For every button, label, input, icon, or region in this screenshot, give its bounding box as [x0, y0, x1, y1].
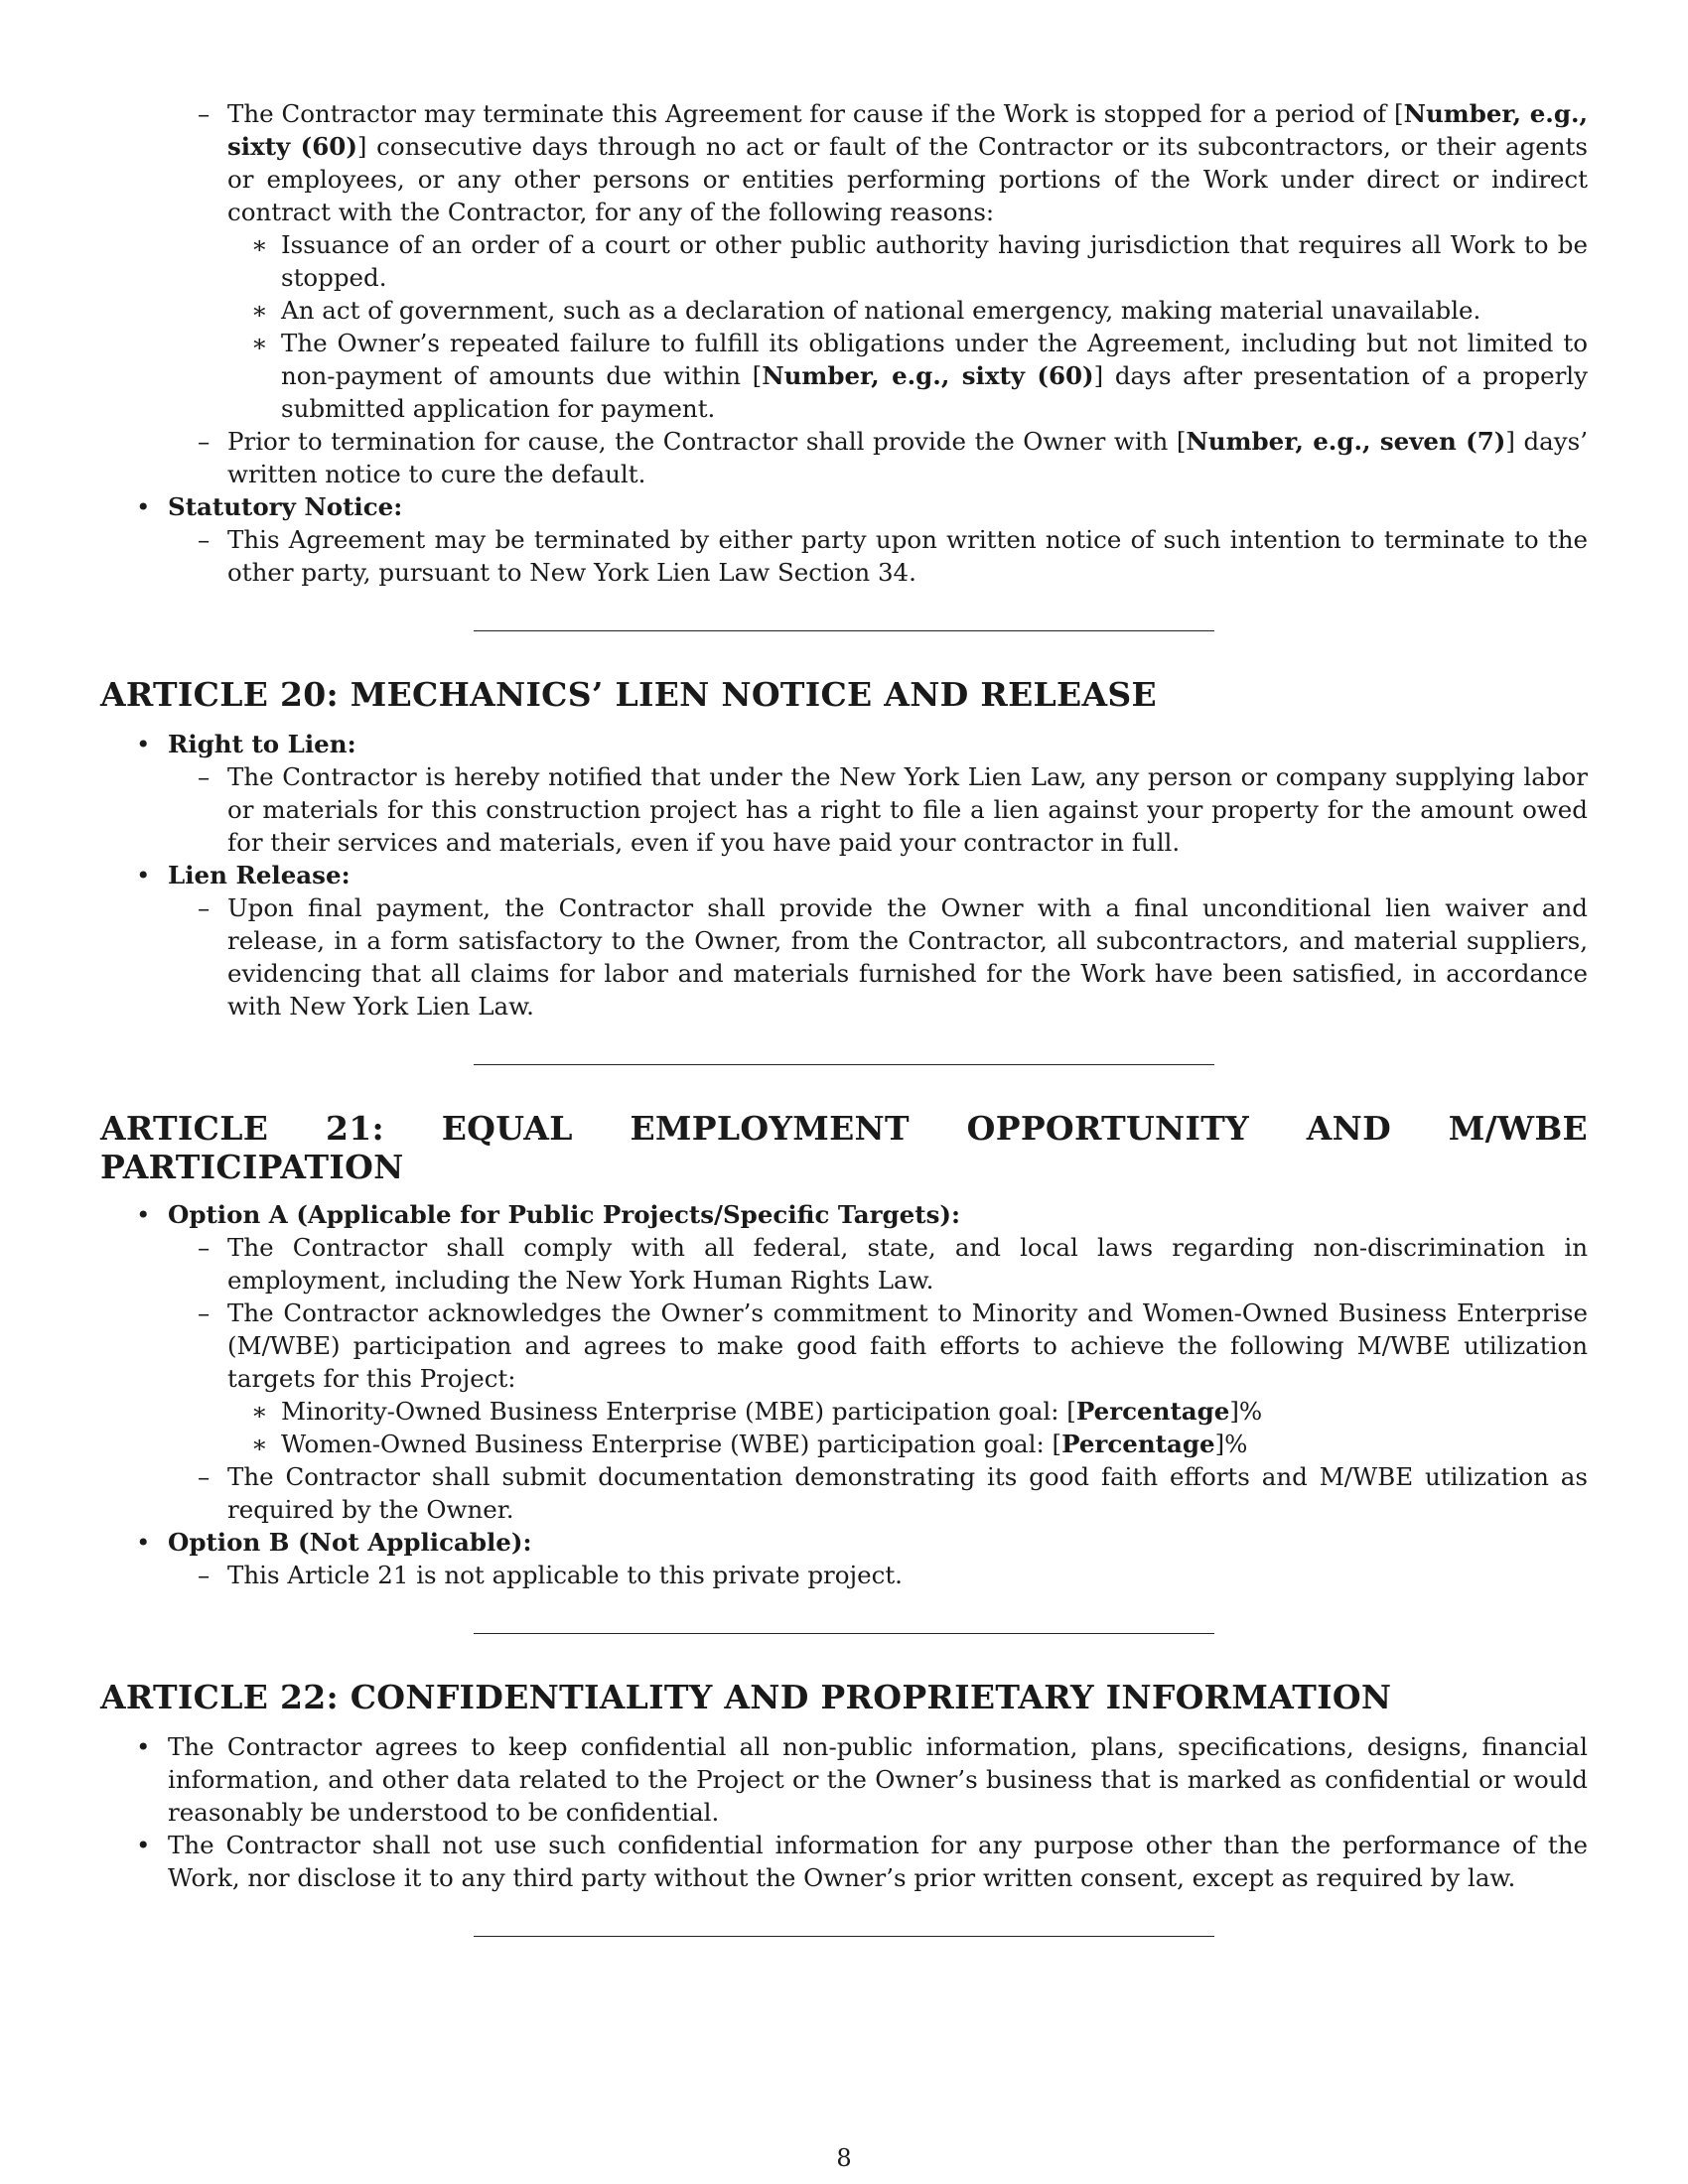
section-divider — [474, 1064, 1214, 1065]
placeholder-percentage: Percentage — [1075, 1397, 1230, 1426]
item-label: Right to Lien: — [168, 730, 356, 758]
not-applicable-clause: – This Article 21 is not applicable to this private project. — [100, 1559, 1588, 1591]
termination-continuation — [100, 97, 1588, 589]
clause-text: ] days’ written notice to cure the default. — [227, 427, 1588, 488]
cure-notice-clause — [100, 425, 1588, 490]
article-21-heading: ARTICLE 21: EQUAL EMPLOYMENT OPPORTUNITY AND M/WBE PARTICIPATION — [100, 1109, 1588, 1186]
right-to-lien-clause: – The Contractor is hereby notified that under the New York Lien Law, any person or company supplying labor or materials for this construction project has a right to file a lien against your property for the amount owed for their services and materials, even if you have paid your contractor in full. — [100, 760, 1588, 859]
placeholder-percentage: Percentage — [1061, 1430, 1215, 1458]
mbe-goal-item — [100, 1395, 1588, 1428]
clause-text: Minority-Owned Business Enterprise (MBE) participation goal: [ — [281, 1397, 1076, 1426]
clause-text: ] days after presentation of a properly submitted application for payment. — [281, 361, 1588, 423]
article-22-list — [100, 1730, 1588, 1894]
document-page — [100, 97, 1588, 1937]
clause-text: ]% — [1229, 1397, 1263, 1426]
article-21-list — [100, 1198, 1588, 1591]
option-b-item — [100, 1526, 1588, 1591]
placeholder-number: Number, e.g., seven (7) — [1186, 427, 1506, 456]
clause-text: Women-Owned Business Enterprise (WBE) participation goal: [ — [281, 1430, 1062, 1458]
reasons-list — [227, 228, 1588, 425]
clause-text: The Owner’s repeated failure to fulfill its obligations under the Agreement, including but not limited to non-payment of amounts due within [ — [281, 329, 1588, 390]
item-label: Option A (Applicable for Public Projects/Specific Targets): — [168, 1200, 961, 1229]
mwbe-commitment-clause — [100, 1297, 1588, 1460]
lien-release-dash-list — [168, 891, 1588, 1023]
termination-dash-list — [168, 97, 1588, 490]
statutory-notice-clause: – This Agreement may be terminated by either party upon written notice of such intention to terminate to the other party, pursuant to New York Lien Law Section 34. — [100, 523, 1588, 589]
non-disclosure-clause: • The Contractor shall not use such confidential information for any purpose other than the performance of the Work, nor disclose it to any third party without the Owner’s prior written consent, except as required by law. — [100, 1829, 1588, 1894]
section-divider — [474, 1936, 1214, 1937]
option-b-dash-list — [168, 1559, 1588, 1591]
option-a-item — [100, 1198, 1588, 1526]
section-divider — [474, 1633, 1214, 1634]
clause-text: ]% — [1214, 1430, 1248, 1458]
article-20-heading: ARTICLE 20: MECHANICS’ LIEN NOTICE AND RELEASE — [100, 675, 1157, 714]
item-label: Lien Release: — [168, 861, 351, 889]
page-number: 8 — [836, 2144, 852, 2172]
termination-contractor-item — [100, 97, 1588, 490]
statutory-notice-item — [100, 490, 1588, 589]
wbe-goal-item — [100, 1428, 1588, 1460]
clause-text: Prior to termination for cause, the Contractor shall provide the Owner with [ — [227, 427, 1187, 456]
item-label: Option B (Not Applicable): — [168, 1528, 532, 1557]
option-a-dash-list — [168, 1231, 1588, 1526]
item-label: Statutory Notice: — [168, 492, 403, 521]
documentation-clause: – The Contractor shall submit documentation demonstrating its good faith efforts and M/WBE utilization as required by the Owner. — [100, 1460, 1588, 1526]
article-22-heading: ARTICLE 22: CONFIDENTIALITY AND PROPRIETARY INFORMATION — [100, 1678, 1392, 1716]
placeholder-number: Number, e.g., sixty (60) — [762, 361, 1094, 390]
right-to-lien-dash-list — [168, 760, 1588, 859]
confidentiality-clause: • The Contractor agrees to keep confidential all non-public information, plans, specifications, designs, financial information, and other data related to the Project or the Owner’s business that is marked as confidential or would reasonably be understood to be confidential. — [100, 1730, 1588, 1829]
reason-item — [100, 327, 1588, 425]
right-to-lien-item — [100, 728, 1588, 859]
reason-item: ∗ An act of government, such as a declaration of national emergency, making material unavailable. — [100, 294, 1588, 327]
lien-release-item — [100, 859, 1588, 1023]
section-divider — [474, 630, 1214, 631]
lien-release-clause: – Upon final payment, the Contractor shall provide the Owner with a final unconditional lien waiver and release, in a form satisfactory to the Owner, from the Contractor, all subcontractors, and material suppliers, evidencing that all claims for labor and materials furnished for the Work have been satisfied, in accordance with New York Lien Law. — [100, 891, 1588, 1023]
eeo-clause: – The Contractor shall comply with all federal, state, and local laws regarding non-discrimination in employment, including the New York Human Rights Law. — [100, 1231, 1588, 1297]
statutory-dash-list — [168, 523, 1588, 589]
mwbe-targets-list — [227, 1395, 1588, 1460]
reason-item: ∗ Issuance of an order of a court or other public authority having jurisdiction that requires all Work to be stopped. — [100, 228, 1588, 294]
clause-text: The Contractor may terminate this Agreement for cause if the Work is stopped for a period of [ — [227, 99, 1404, 128]
placeholder-number: Number, e.g., sixty (60) — [227, 99, 1589, 161]
clause-text: The Contractor acknowledges the Owner’s commitment to Minority and Women-Owned Business Enterprise (M/WBE) participation and agrees to make good faith efforts to achieve the following M/WBE utilization targets for this Project: — [227, 1298, 1588, 1393]
article-20-list — [100, 728, 1588, 1023]
clause-text: ] consecutive days through no act or fault of the Contractor or its subcontractors, or their agents or employees, or any other persons or entities performing portions of the Work under direct or indirect contract with the Contractor, for any of the following reasons: — [227, 132, 1588, 226]
termination-for-cause-clause — [100, 97, 1588, 425]
